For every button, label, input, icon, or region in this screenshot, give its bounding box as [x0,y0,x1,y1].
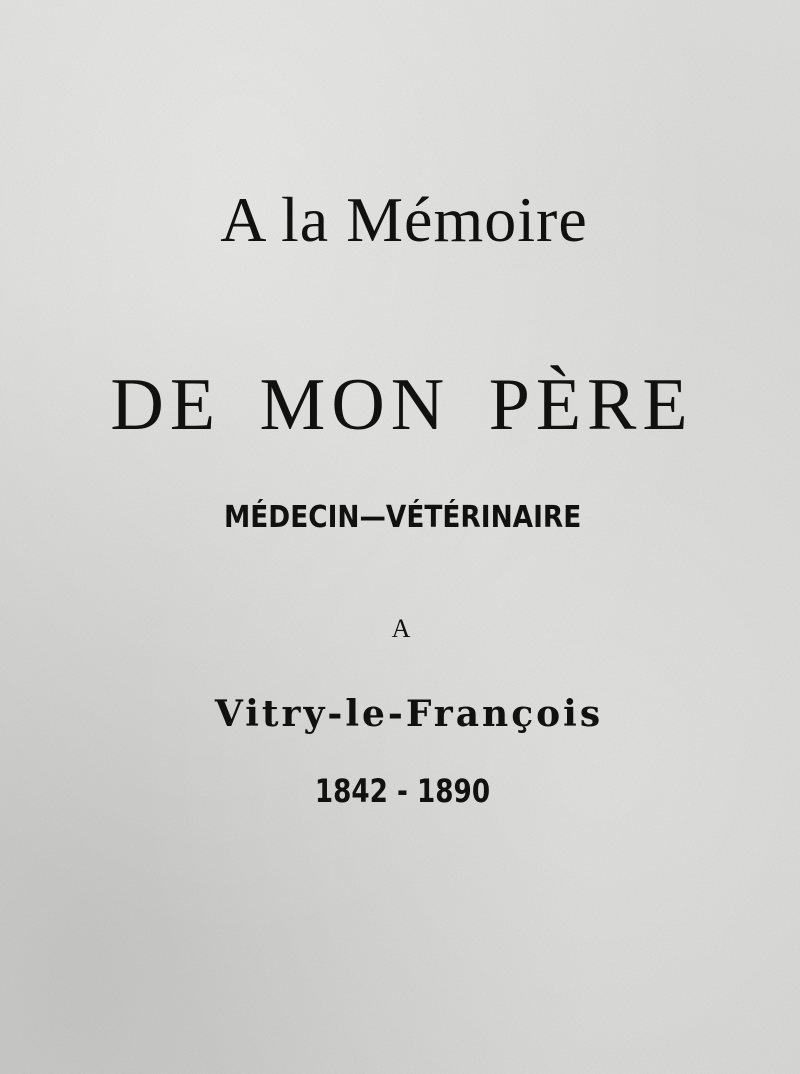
dedication-subtitle: DE MON PÈRE [110,364,694,446]
profession-line: MÉDECIN—VÉTÉRINAIRE [223,500,582,535]
dedication-title: A la Mémoire [220,184,588,255]
preposition-line: A [391,614,411,643]
place-line: Vitry-le-François [214,693,604,735]
dates-line: 1842 - 1890 [314,772,491,810]
